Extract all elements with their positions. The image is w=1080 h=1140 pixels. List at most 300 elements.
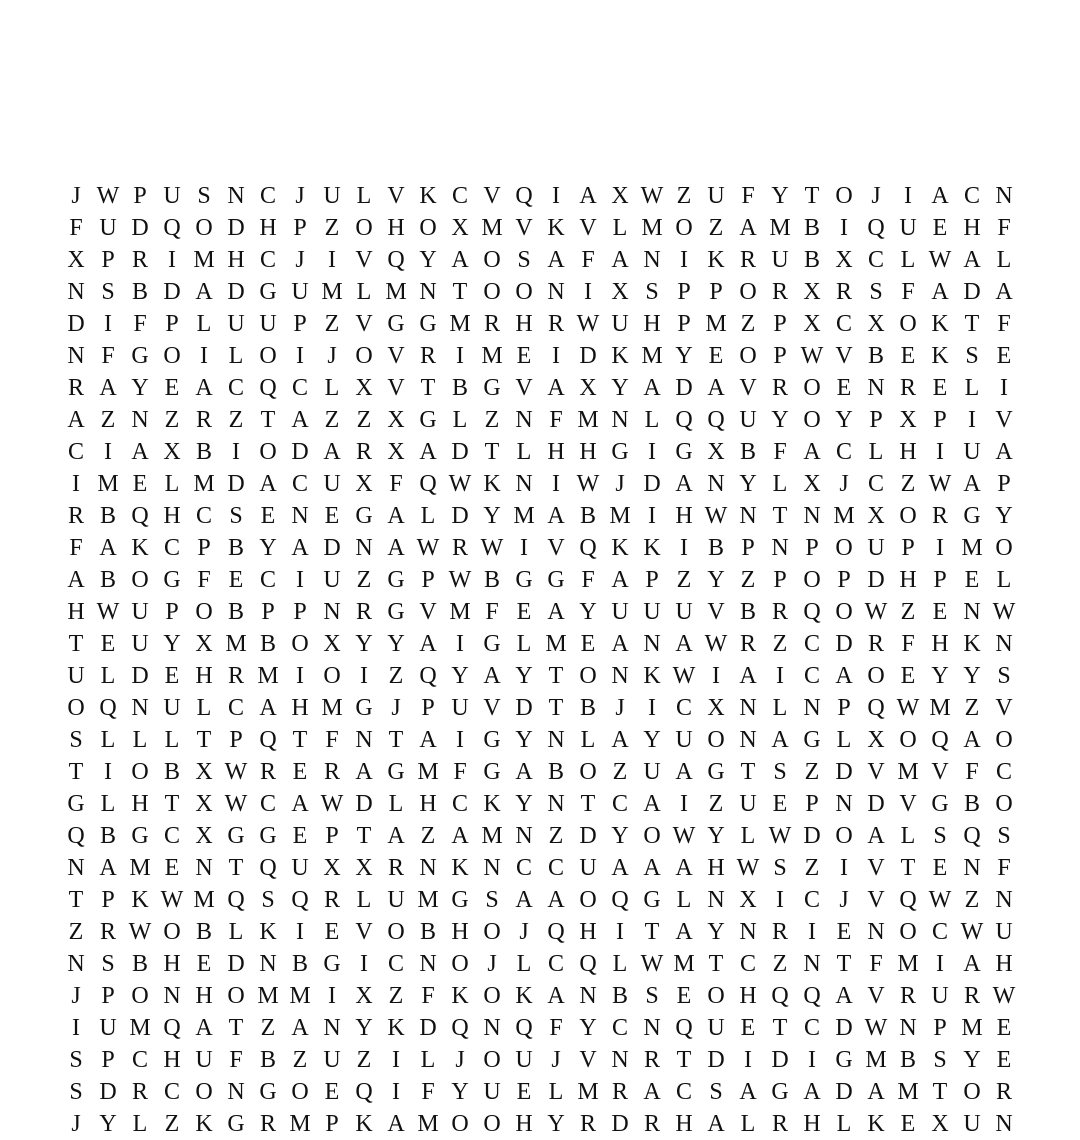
grid-letter: O: [803, 567, 821, 593]
grid-letter: O: [803, 407, 821, 433]
grid-letter: L: [516, 951, 532, 977]
grid-letter: D: [611, 1111, 629, 1137]
grid-letter: A: [611, 247, 629, 273]
grid-letter: I: [360, 663, 368, 689]
grid-letter: H: [163, 1047, 181, 1073]
grid-letter: T: [420, 375, 436, 401]
grid-letter: C: [259, 183, 276, 209]
grid-letter: Z: [548, 823, 564, 849]
grid-letter: N: [611, 1047, 629, 1073]
grid-letter: I: [936, 439, 944, 465]
grid-letter: M: [481, 215, 503, 241]
grid-letter: E: [772, 791, 788, 817]
grid-letter: D: [323, 535, 341, 561]
grid-letter: Z: [324, 311, 340, 337]
grid-letter: M: [449, 311, 471, 337]
grid-letter: F: [485, 599, 499, 625]
grid-letter: N: [963, 855, 981, 881]
grid-letter: Z: [964, 695, 980, 721]
grid-letter: J: [839, 471, 849, 497]
grid-letter: R: [227, 663, 244, 689]
grid-letter: N: [515, 407, 533, 433]
grid-letter: A: [515, 759, 533, 785]
grid-letter: A: [99, 375, 117, 401]
grid-letter: P: [165, 599, 179, 625]
grid-letter: T: [804, 183, 820, 209]
grid-letter: N: [611, 663, 629, 689]
grid-letter: H: [963, 215, 981, 241]
grid-letter: X: [803, 311, 821, 337]
grid-letter: I: [584, 279, 592, 305]
grid-letter: N: [739, 503, 757, 529]
grid-letter: O: [451, 1111, 469, 1137]
grid-letter: H: [387, 215, 405, 241]
grid-letter: B: [611, 983, 628, 1009]
grid-letter: R: [995, 1079, 1012, 1105]
grid-row: [60, 692, 1020, 724]
grid-letter: M: [513, 503, 535, 529]
grid-letter: A: [195, 279, 213, 305]
grid-letter: R: [931, 503, 948, 529]
grid-letter: O: [483, 1047, 501, 1073]
grid-letter: A: [867, 823, 885, 849]
grid-letter: O: [131, 567, 149, 593]
grid-letter: T: [740, 759, 756, 785]
grid-letter: V: [579, 1047, 597, 1073]
grid-letter: Q: [867, 695, 885, 721]
grid-letter: Y: [419, 247, 437, 273]
grid-letter: P: [197, 535, 211, 561]
grid-letter: M: [417, 759, 439, 785]
grid-letter: W: [224, 791, 248, 817]
grid-letter: O: [899, 919, 917, 945]
grid-letter: Y: [451, 1079, 469, 1105]
grid-letter: X: [899, 407, 917, 433]
grid-letter: F: [133, 311, 147, 337]
grid-row: [60, 244, 1020, 276]
grid-letter: P: [677, 311, 691, 337]
grid-letter: S: [869, 279, 883, 305]
grid-letter: G: [963, 503, 981, 529]
grid-letter: H: [451, 919, 469, 945]
grid-letter: B: [483, 567, 500, 593]
grid-letter: X: [355, 983, 373, 1009]
grid-letter: D: [835, 759, 853, 785]
grid-letter: B: [547, 759, 564, 785]
grid-letter: P: [837, 567, 851, 593]
grid-letter: B: [99, 567, 116, 593]
grid-letter: T: [580, 791, 596, 817]
grid-letter: A: [931, 183, 949, 209]
grid-letter: Q: [515, 1015, 533, 1041]
grid-letter: Z: [164, 1111, 180, 1137]
grid-letter: A: [963, 247, 981, 273]
grid-letter: E: [676, 983, 692, 1009]
grid-letter: D: [131, 663, 149, 689]
grid-letter: P: [869, 407, 883, 433]
grid-letter: O: [707, 727, 725, 753]
grid-letter: R: [899, 983, 916, 1009]
grid-letter: L: [164, 727, 180, 753]
grid-letter: W: [864, 1015, 888, 1041]
grid-letter: C: [515, 855, 532, 881]
grid-letter: B: [707, 535, 724, 561]
grid-letter: G: [483, 727, 501, 753]
grid-letter: H: [195, 983, 213, 1009]
grid-letter: P: [677, 279, 691, 305]
grid-letter: P: [229, 727, 243, 753]
grid-letter: O: [227, 983, 245, 1009]
grid-letter: I: [392, 1047, 400, 1073]
grid-letter: L: [964, 375, 980, 401]
grid-letter: R: [131, 247, 148, 273]
grid-letter: U: [739, 407, 757, 433]
grid-letter: M: [961, 535, 983, 561]
grid-letter: C: [611, 1015, 628, 1041]
grid-letter: I: [808, 1047, 816, 1073]
grid-letter: O: [195, 599, 213, 625]
grid-letter: O: [483, 919, 501, 945]
grid-letter: X: [387, 439, 405, 465]
grid-letter: C: [163, 823, 180, 849]
grid-letter: W: [224, 759, 248, 785]
grid-letter: L: [740, 1111, 756, 1137]
grid-letter: R: [547, 311, 564, 337]
grid-letter: U: [707, 1015, 725, 1041]
grid-letter: A: [195, 375, 213, 401]
grid-letter: W: [704, 631, 728, 657]
grid-letter: I: [392, 1079, 400, 1105]
grid-letter: O: [515, 279, 533, 305]
grid-letter: L: [900, 247, 916, 273]
grid-letter: S: [69, 1047, 83, 1073]
grid-letter: O: [835, 535, 853, 561]
grid-letter: Z: [708, 791, 724, 817]
grid-letter: K: [707, 247, 725, 273]
grid-letter: A: [675, 919, 693, 945]
grid-letter: X: [611, 183, 629, 209]
grid-letter: H: [163, 503, 181, 529]
grid-letter: J: [295, 183, 305, 209]
grid-letter: B: [739, 599, 756, 625]
grid-letter: L: [548, 1079, 564, 1105]
grid-letter: J: [295, 247, 305, 273]
grid-letter: O: [867, 663, 885, 689]
grid-letter: H: [931, 631, 949, 657]
grid-letter: R: [963, 983, 980, 1009]
grid-letter: M: [897, 951, 919, 977]
grid-letter: M: [673, 951, 695, 977]
grid-letter: H: [899, 439, 917, 465]
grid-letter: J: [455, 1047, 465, 1073]
grid-letter: F: [389, 471, 403, 497]
grid-row: [60, 756, 1020, 788]
grid-letter: X: [739, 887, 757, 913]
grid-letter: J: [71, 183, 81, 209]
grid-letter: P: [293, 215, 307, 241]
grid-letter: A: [579, 183, 597, 209]
grid-letter: O: [291, 1079, 309, 1105]
grid-letter: I: [840, 855, 848, 881]
grid-letter: R: [835, 279, 852, 305]
grid-letter: O: [195, 1079, 213, 1105]
grid-letter: I: [456, 343, 464, 369]
grid-letter: Z: [228, 407, 244, 433]
grid-letter: P: [101, 983, 115, 1009]
grid-letter: Q: [579, 535, 597, 561]
grid-letter: S: [997, 823, 1011, 849]
grid-row: [60, 212, 1020, 244]
grid-letter: A: [515, 887, 533, 913]
grid-letter: M: [257, 663, 279, 689]
grid-letter: G: [387, 599, 405, 625]
grid-letter: L: [356, 887, 372, 913]
grid-letter: N: [963, 599, 981, 625]
grid-letter: L: [164, 471, 180, 497]
grid-letter: V: [387, 183, 405, 209]
grid-letter: V: [867, 983, 885, 1009]
grid-letter: U: [675, 727, 693, 753]
grid-letter: A: [387, 823, 405, 849]
grid-letter: S: [69, 1079, 83, 1105]
grid-letter: Z: [900, 599, 916, 625]
grid-letter: C: [387, 951, 404, 977]
grid-letter: G: [355, 695, 373, 721]
grid-letter: N: [835, 791, 853, 817]
grid-letter: M: [769, 215, 791, 241]
grid-letter: L: [420, 503, 436, 529]
grid-letter: A: [99, 855, 117, 881]
grid-letter: L: [836, 727, 852, 753]
grid-letter: T: [484, 439, 500, 465]
grid-letter: F: [421, 1079, 435, 1105]
grid-letter: J: [551, 1047, 561, 1073]
grid-letter: A: [67, 407, 85, 433]
grid-letter: M: [257, 983, 279, 1009]
grid-letter: O: [579, 759, 597, 785]
grid-letter: D: [451, 503, 469, 529]
grid-letter: G: [419, 311, 437, 337]
grid-letter: M: [417, 887, 439, 913]
grid-letter: F: [997, 855, 1011, 881]
grid-letter: G: [387, 567, 405, 593]
grid-letter: L: [356, 183, 372, 209]
grid-row: [60, 1012, 1020, 1044]
grid-letter: Z: [772, 951, 788, 977]
grid-letter: S: [261, 887, 275, 913]
grid-letter: Z: [740, 311, 756, 337]
grid-letter: D: [579, 823, 597, 849]
grid-letter: E: [740, 1015, 756, 1041]
grid-letter: G: [483, 375, 501, 401]
grid-letter: G: [259, 279, 277, 305]
grid-letter: E: [292, 823, 308, 849]
grid-letter: O: [707, 983, 725, 1009]
grid-letter: O: [323, 663, 341, 689]
grid-letter: P: [645, 567, 659, 593]
grid-letter: A: [259, 695, 277, 721]
grid-letter: Q: [771, 983, 789, 1009]
grid-letter: R: [643, 1047, 660, 1073]
grid-letter: A: [675, 471, 693, 497]
grid-letter: T: [68, 759, 84, 785]
grid-letter: W: [672, 823, 696, 849]
grid-letter: R: [419, 343, 436, 369]
grid-letter: I: [552, 343, 560, 369]
grid-letter: J: [839, 887, 849, 913]
grid-letter: D: [227, 471, 245, 497]
grid-letter: U: [323, 183, 341, 209]
grid-letter: O: [451, 951, 469, 977]
grid-letter: C: [451, 183, 468, 209]
grid-letter: L: [868, 439, 884, 465]
grid-letter: N: [483, 855, 501, 881]
grid-letter: B: [419, 919, 436, 945]
grid-letter: C: [835, 439, 852, 465]
grid-letter: C: [291, 375, 308, 401]
grid-row: [60, 564, 1020, 596]
grid-letter: F: [453, 759, 467, 785]
grid-letter: J: [615, 695, 625, 721]
grid-letter: D: [643, 471, 661, 497]
grid-letter: F: [997, 215, 1011, 241]
grid-letter: E: [932, 855, 948, 881]
grid-letter: R: [259, 759, 276, 785]
grid-letter: G: [803, 727, 821, 753]
grid-letter: P: [101, 887, 115, 913]
grid-letter: D: [227, 951, 245, 977]
grid-letter: A: [931, 279, 949, 305]
grid-row: [60, 1044, 1020, 1076]
grid-letter: L: [996, 247, 1012, 273]
grid-letter: S: [773, 855, 787, 881]
grid-letter: A: [419, 631, 437, 657]
grid-letter: Q: [259, 855, 277, 881]
grid-letter: X: [611, 279, 629, 305]
grid-letter: Y: [643, 727, 661, 753]
grid-letter: I: [904, 183, 912, 209]
grid-letter: U: [483, 1079, 501, 1105]
grid-letter: X: [707, 439, 725, 465]
grid-letter: C: [195, 503, 212, 529]
grid-letter: C: [163, 1079, 180, 1105]
grid-letter: L: [676, 887, 692, 913]
grid-letter: E: [932, 215, 948, 241]
grid-letter: N: [707, 471, 725, 497]
grid-letter: O: [163, 343, 181, 369]
grid-letter: U: [611, 599, 629, 625]
grid-letter: G: [355, 503, 373, 529]
grid-letter: Z: [484, 407, 500, 433]
grid-letter: K: [643, 535, 661, 561]
grid-letter: U: [643, 599, 661, 625]
grid-letter: Y: [611, 375, 629, 401]
grid-letter: C: [963, 183, 980, 209]
grid-letter: A: [419, 727, 437, 753]
grid-letter: A: [419, 439, 437, 465]
grid-letter: A: [195, 1015, 213, 1041]
grid-letter: R: [899, 375, 916, 401]
grid-letter: N: [259, 951, 277, 977]
grid-letter: N: [867, 919, 885, 945]
grid-letter: M: [289, 1111, 311, 1137]
grid-letter: D: [675, 375, 693, 401]
grid-letter: U: [323, 471, 341, 497]
grid-letter: P: [933, 1015, 947, 1041]
grid-letter: M: [577, 407, 599, 433]
grid-letter: Q: [803, 599, 821, 625]
grid-row: [60, 948, 1020, 980]
grid-letter: Q: [579, 951, 597, 977]
grid-letter: Y: [675, 343, 693, 369]
grid-letter: S: [69, 727, 83, 753]
grid-letter: H: [675, 503, 693, 529]
grid-letter: X: [579, 375, 597, 401]
grid-letter: O: [835, 823, 853, 849]
grid-letter: U: [707, 183, 725, 209]
grid-letter: M: [897, 1079, 919, 1105]
grid-letter: L: [772, 695, 788, 721]
grid-letter: X: [195, 631, 213, 657]
grid-letter: N: [739, 727, 757, 753]
grid-letter: V: [931, 759, 949, 785]
grid-letter: U: [867, 535, 885, 561]
grid-letter: U: [99, 1015, 117, 1041]
grid-letter: T: [68, 631, 84, 657]
grid-letter: T: [932, 1079, 948, 1105]
grid-letter: S: [101, 279, 115, 305]
grid-letter: A: [963, 471, 981, 497]
grid-letter: E: [932, 599, 948, 625]
grid-letter: M: [577, 1079, 599, 1105]
grid-letter: C: [867, 247, 884, 273]
grid-letter: Y: [771, 407, 789, 433]
grid-letter: A: [675, 631, 693, 657]
grid-letter: V: [867, 887, 885, 913]
grid-letter: Z: [900, 471, 916, 497]
grid-letter: F: [101, 343, 115, 369]
grid-letter: Q: [163, 1015, 181, 1041]
grid-letter: Y: [163, 631, 181, 657]
grid-letter: Y: [355, 631, 373, 657]
grid-letter: U: [771, 247, 789, 273]
grid-letter: F: [325, 727, 339, 753]
grid-letter: M: [481, 823, 503, 849]
grid-letter: L: [196, 695, 212, 721]
grid-letter: N: [163, 983, 181, 1009]
grid-letter: E: [900, 1111, 916, 1137]
grid-letter: L: [420, 1047, 436, 1073]
grid-letter: A: [707, 375, 725, 401]
grid-letter: X: [931, 1111, 949, 1137]
grid-letter: X: [163, 439, 181, 465]
grid-letter: A: [611, 727, 629, 753]
grid-letter: A: [963, 727, 981, 753]
grid-letter: M: [289, 983, 311, 1009]
grid-letter: F: [581, 247, 595, 273]
grid-letter: E: [900, 663, 916, 689]
grid-letter: O: [387, 919, 405, 945]
grid-letter: R: [771, 1111, 788, 1137]
grid-letter: Y: [707, 567, 725, 593]
grid-letter: Z: [100, 407, 116, 433]
grid-row: [60, 436, 1020, 468]
grid-row: [60, 308, 1020, 340]
grid-letter: O: [483, 279, 501, 305]
grid-letter: W: [128, 919, 152, 945]
grid-letter: C: [675, 695, 692, 721]
grid-letter: L: [740, 823, 756, 849]
